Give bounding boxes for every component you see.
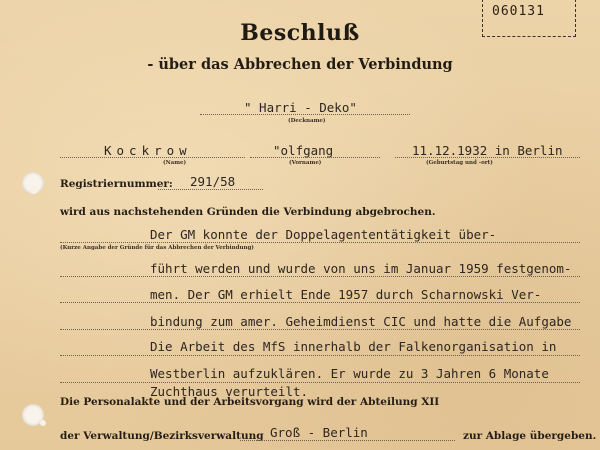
paper-speck (40, 420, 46, 426)
reason-underline-3 (60, 302, 580, 303)
reason-label: (Kurze Angabe der Gründe für das Abbrechen der Verbindung) (60, 245, 254, 251)
footer-line-2-value: Groß - Berlin (270, 425, 368, 440)
vorname-line (250, 157, 380, 158)
reason-line-7: Zuchthaus verurteilt. (150, 384, 309, 399)
reason-intro: wird aus nachstehenden Gründen die Verbindung abgebrochen. (60, 206, 436, 218)
vorname-label: (Vorname) (289, 160, 322, 166)
birth-value: 11.12.1932 in Berlin (412, 143, 563, 158)
paper-speck (30, 186, 38, 194)
birth-label: (Geburtstag und -ort) (426, 160, 493, 166)
vorname-value: "olfgang (273, 143, 334, 158)
footer-line-2-suffix: zur Ablage übergeben. (463, 430, 597, 442)
deckname-value: " Harri - Deko" (244, 100, 357, 115)
reason-underline-2 (60, 276, 580, 277)
registration-value: 291/58 (190, 174, 236, 189)
deckname-label: (Deckname) (288, 118, 326, 124)
reason-underline-4 (60, 329, 580, 330)
document-title: Beschluß (240, 20, 360, 46)
archive-stamp-number: 060131 (492, 4, 545, 19)
registration-label: Registriernummer: (60, 178, 173, 190)
reason-line-2: führt werden und wurde von uns im Januar 1959 festgenom- (150, 261, 572, 276)
reason-underline-5 (60, 355, 580, 356)
reason-underline-1 (60, 242, 580, 243)
reason-line-6: Westberlin aufzuklären. Er wurde zu 3 Jahren 6 Monate (150, 366, 549, 381)
reason-underline-6 (60, 382, 580, 383)
name-value: Kockrow (104, 143, 192, 158)
birth-line (395, 157, 580, 158)
footer-line-2-prefix: der Verwaltung/Bezirksverwaltung (60, 430, 264, 442)
name-line (60, 157, 245, 158)
reason-line-1: Der GM konnte der Doppelagententätigkeit über- (150, 227, 497, 242)
reason-line-5: Die Arbeit des MfS innerhalb der Falkenorganisation in (150, 339, 557, 354)
name-label: (Name) (163, 160, 187, 166)
document-subtitle: - über das Abbrechen der Verbindung (147, 56, 453, 73)
reason-line-3: men. Der GM erhielt Ende 1957 durch Scharnowski Ver- (150, 287, 542, 302)
footer-line-2-underline (240, 440, 455, 441)
deckname-line (200, 114, 410, 115)
registration-line (158, 189, 263, 190)
footer-line-1: Die Personalakte und der Arbeitsvorgang wird der Abteilung XII (60, 396, 440, 408)
reason-line-4: bindung zum amer. Geheimdienst CIC und hatte die Aufgabe (150, 314, 572, 329)
